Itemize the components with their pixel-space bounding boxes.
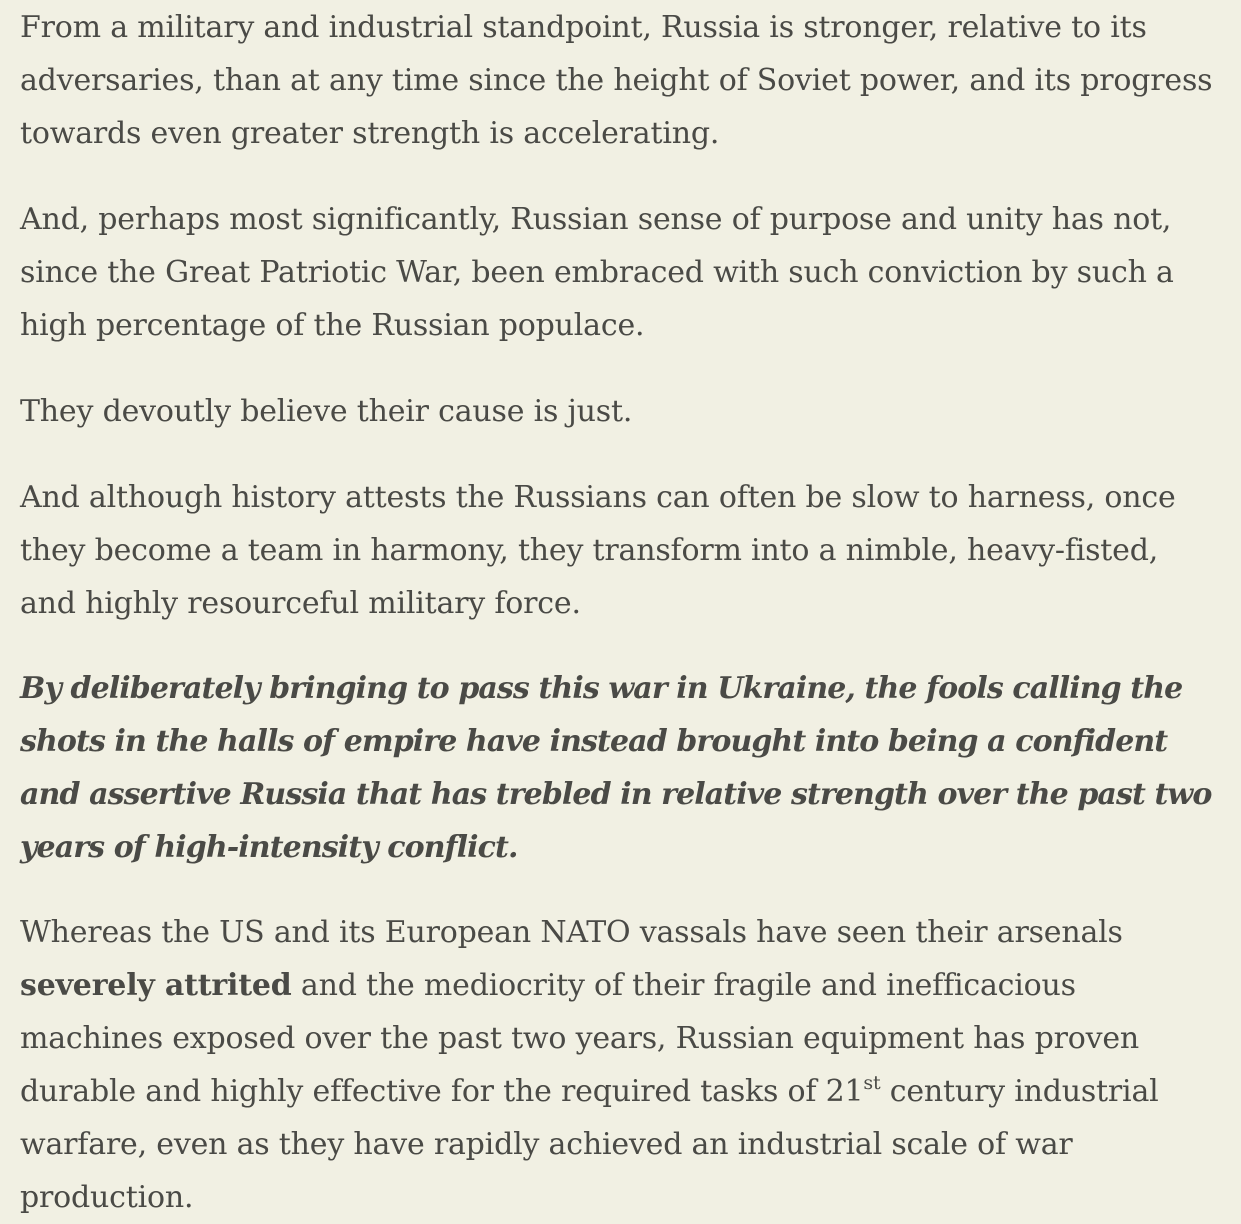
paragraph-military-standpoint: From a military and industrial standpoint, Russia is stronger, relative to its adversaries, than at any time since the height of Soviet power, and its progress towards even greater strength is accelerating. xyxy=(20,10,1213,151)
paragraph-emphasis-quote: By deliberately bringing to pass this war in Ukraine, the fools calling the shots in the halls of empire have instead brought into being a confident and assertive Russia that has trebled in relative strength over the past two years of high-intensity conflict. xyxy=(20,671,1212,865)
paragraph-text-segment: Whereas the US and its European NATO vassals have seen their arsenals xyxy=(20,915,1123,950)
paragraph-text-segment: century industrial warfare, even as they have rapidly achieved an industrial scale of war production. xyxy=(20,1074,1159,1215)
paragraph-text-segment: and the mediocrity of their fragile and inefficacious machines exposed over the past two years, Russian equipment has proven durable and highly effective for the required tasks of 21 xyxy=(20,968,1139,1109)
paragraph-equipment-comparison xyxy=(20,906,1220,1224)
paragraph-sense-of-purpose: And, perhaps most significantly, Russian sense of purpose and unity has not, since the Great Patriotic War, been embraced with such conviction by such a high percentage of the Russian populace. xyxy=(20,202,1174,343)
paragraph-cause-is-just: They devoutly believe their cause is just. xyxy=(20,394,633,429)
paragraph-team-in-harmony: And although history attests the Russians can often be slow to harness, once they become a team in harmony, they transform into a nimble, heavy-fisted, and highly resourceful military force. xyxy=(20,480,1176,621)
bold-phrase: severely attrited xyxy=(20,968,292,1003)
ordinal-superscript: st xyxy=(863,1072,881,1094)
